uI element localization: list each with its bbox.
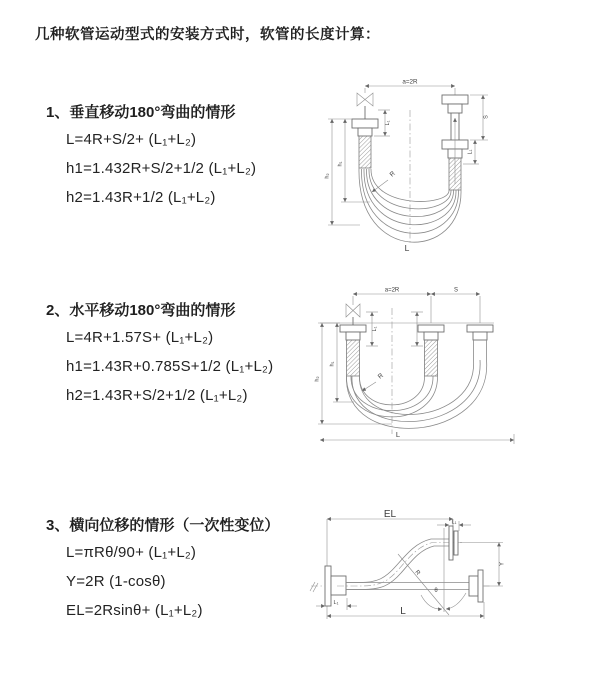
dim-label-a2r: a=2R (402, 78, 418, 86)
upper-flange-displaced (449, 526, 458, 560)
angle-theta (421, 588, 466, 609)
dim-label-h2: h₂ (314, 376, 321, 382)
dim-l (320, 430, 514, 444)
dim-label-theta: θ (434, 588, 438, 594)
dim-l (327, 602, 484, 619)
dim-label-r: R (388, 170, 397, 179)
dim-label-l1-right: L₁ (467, 149, 474, 155)
dim-label-l1-left: L₁ (385, 120, 391, 126)
dim-label-s: S (453, 287, 459, 294)
dim-label-h1: h₁ (329, 361, 336, 367)
centerline-break-mark (310, 582, 318, 592)
formula-line: L=4R+S/2+ (L₁+L₂) (66, 131, 197, 148)
section-1-heading: 1、垂直移动180°弯曲的情形 (46, 104, 236, 121)
left-fitting (352, 119, 378, 168)
dim-label-y: Y (499, 561, 506, 567)
formula-line: Y=2R (1-cosθ) (66, 573, 166, 590)
dim-label-l: L (395, 430, 401, 439)
formula-line: L=4R+1.57S+ (L₁+L₂) (66, 329, 214, 346)
radius-callout (372, 170, 397, 192)
section-3 (46, 514, 346, 625)
section-2 (46, 299, 346, 410)
dim-label-h1: h₁ (337, 161, 344, 167)
formula-line: h2=1.43R+1/2 (L₁+L₂) (66, 189, 216, 206)
braided-hose-section (347, 340, 360, 376)
dim-h2 (325, 119, 361, 225)
section-2-heading: 2、水平移动180°弯曲的情形 (46, 302, 236, 319)
radius-construction (398, 528, 449, 615)
dim-s (431, 288, 480, 295)
formula-line: h1=1.43R+0.785S+1/2 (L₁+L₂) (66, 358, 274, 375)
right-fitting-moved (467, 325, 493, 360)
dim-label-l1-bottom: L₁ (333, 600, 339, 606)
diagram-horizontal-180-bend (306, 284, 551, 456)
left-fitting (340, 325, 366, 376)
dim-s (470, 95, 490, 140)
formula-line: L=πRθ/90+ (L₁+L₂) (66, 544, 197, 561)
right-fitting-original (469, 570, 483, 602)
dim-label-el: EL (383, 509, 397, 520)
diagram-lateral-displacement (303, 498, 600, 628)
dim-label-r: R (413, 569, 421, 577)
displaced-hose-curve (337, 539, 462, 590)
dim-a2r (365, 79, 455, 96)
dim-l1-top (437, 520, 471, 532)
dim-l1-bottom (316, 598, 357, 610)
hose-u-bend-displaced (346, 360, 486, 428)
formula-line: h2=1.43R+S/2+1/2 (L₁+L₂) (66, 387, 248, 404)
radius-callout (362, 372, 385, 391)
formula-line: EL=2Rsinθ+ (L₁+L₂) (66, 602, 203, 619)
dim-label-r: R (376, 372, 385, 381)
page-title: 几种软管运动型式的安装方式时，软管的长度计算： (35, 27, 380, 43)
dim-el (327, 509, 453, 619)
valve-symbol (357, 93, 373, 119)
dim-l1 (366, 312, 378, 346)
dim-label-l: L (404, 243, 410, 253)
dim-label-l1: L₁ (372, 326, 378, 332)
valve-symbol (346, 304, 360, 325)
middle-fitting (418, 325, 444, 376)
dim-label-s: S (483, 115, 490, 119)
right-fitting (442, 95, 468, 190)
braided-hose-section (359, 136, 371, 168)
dim-label-l: L (400, 606, 406, 617)
dim-label-h2: h₂ (324, 173, 331, 179)
braided-hose-section (425, 340, 438, 376)
dim-label-l1-top: L₁ (451, 519, 457, 526)
dim-label-a2r: a=2R (384, 287, 400, 294)
diagram-vertical-180-bend (312, 72, 547, 262)
section-1 (46, 101, 346, 212)
dim-a2r (353, 288, 431, 295)
section-3-heading: 3、横向位移的情形（一次性变位） (46, 517, 280, 534)
formula-line: h1=1.432R+S/2+1/2 (L₁+L₂) (66, 160, 257, 177)
